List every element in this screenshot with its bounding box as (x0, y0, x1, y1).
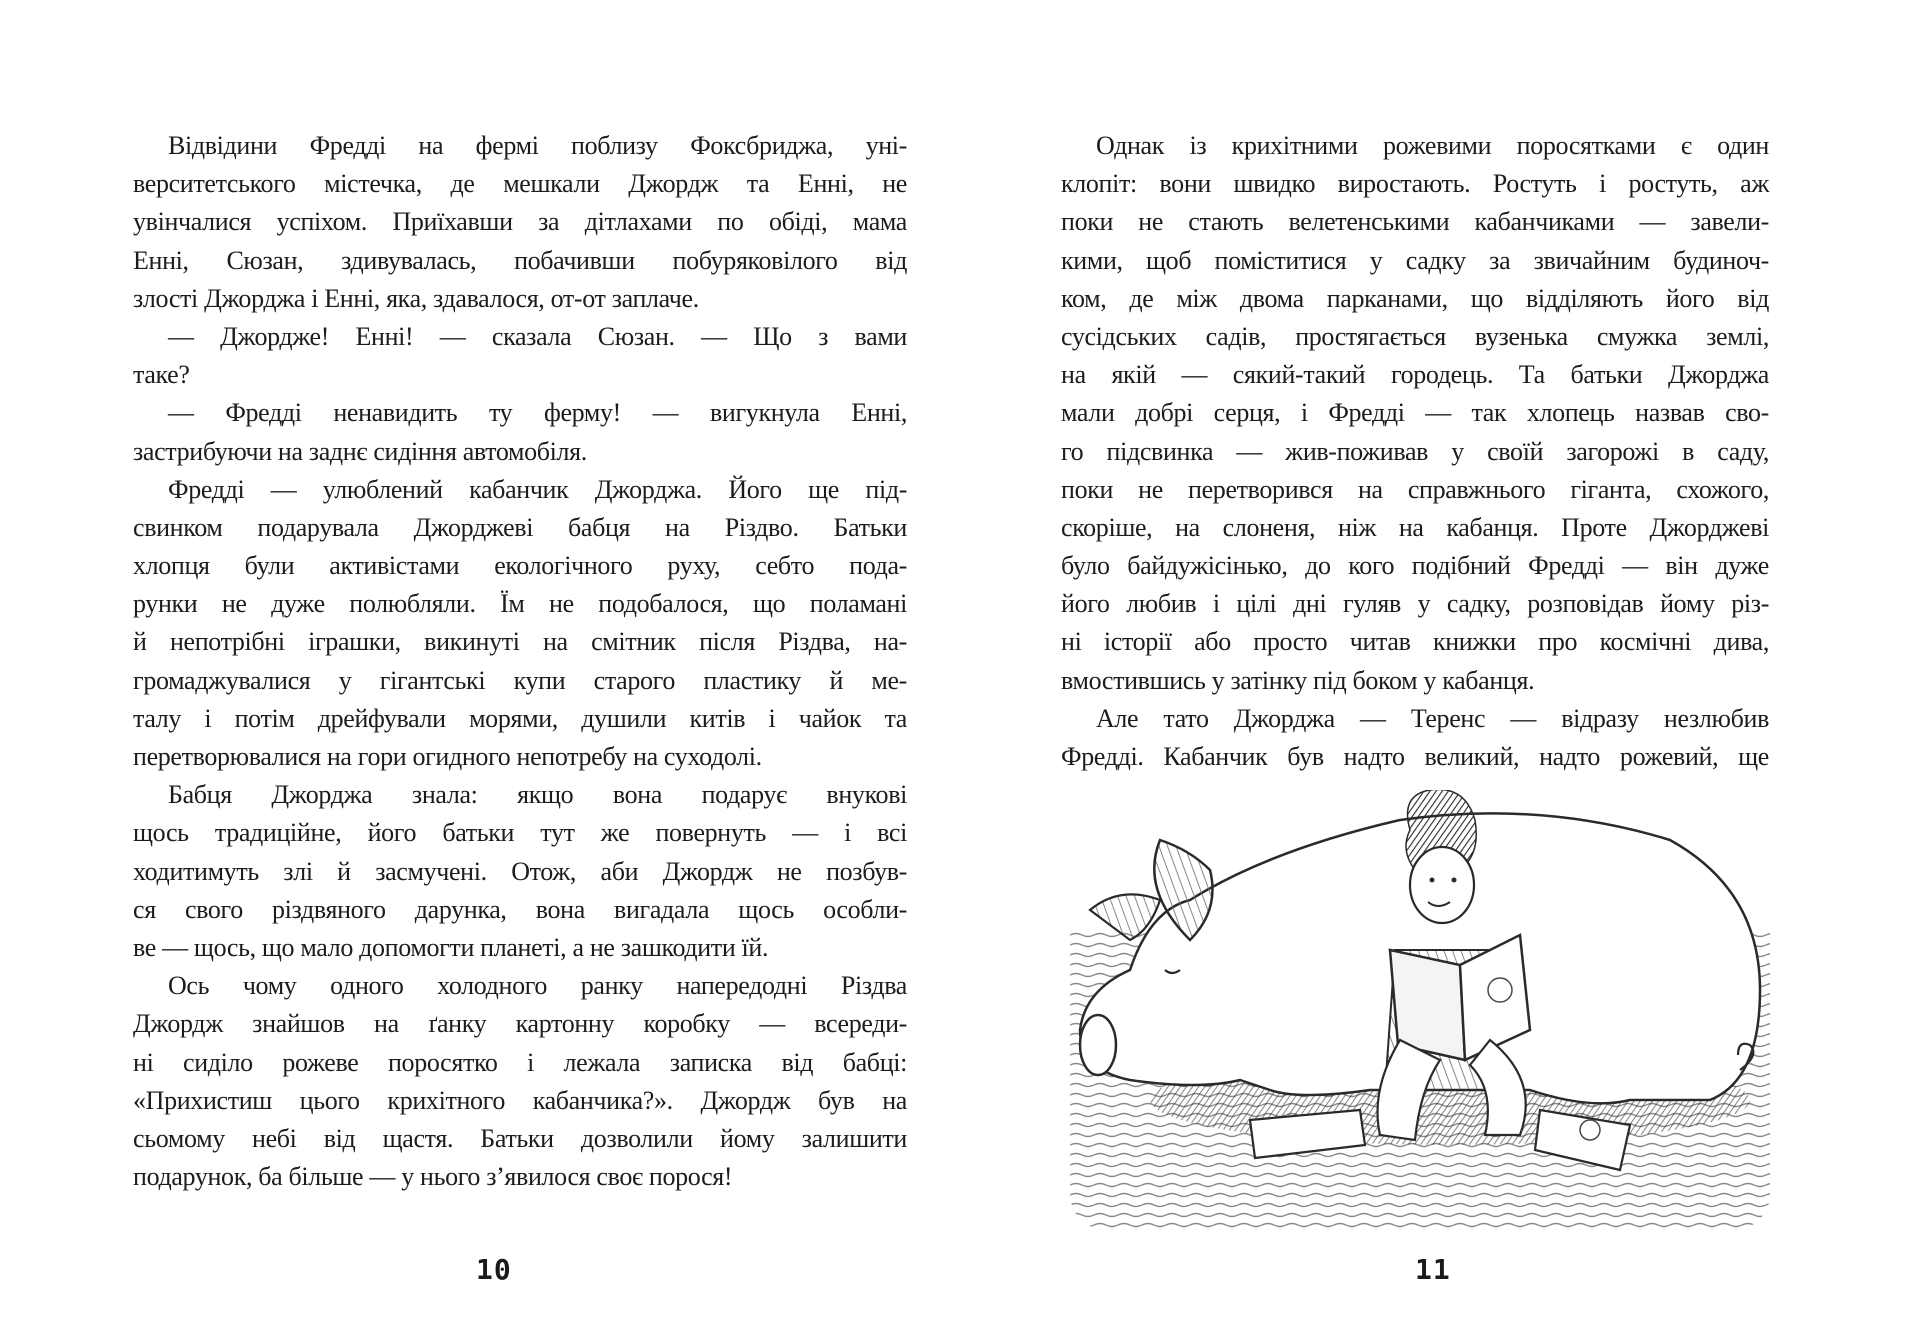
text-line: «Прихистиш цього крихітного кабанчика?». Джордж був на (133, 1085, 907, 1115)
text-line: Джордж знайшов на ґанку картонну коробку — всереди- (133, 1009, 907, 1039)
text-line: таке? (133, 360, 190, 390)
text-line: поки не перетворився на справжнього гіганта, схожого, (1061, 474, 1769, 504)
text-line: Ось чому одного холодного ранку напередодні Різдва (168, 971, 907, 1001)
text-line: Відвідини Фредді на фермі поблизу Фоксбриджа, уні- (168, 131, 907, 160)
pig-and-boy-sketch-icon (1070, 790, 1770, 1230)
text-line: рунки не дуже полюбляли. Їм не подобалося, що поламані (133, 589, 907, 619)
text-line: Енні, Сюзан, здивувалась, побачивши побуряковілого від (133, 245, 907, 275)
text-line: перетворювалися на гори огидного непотребу на суходолі. (133, 742, 762, 771)
text-line: й непотрібні іграшки, викинуті на смітник після Різдва, на- (133, 627, 907, 657)
text-line: на якій — сякий-такий городець. Та батьки Джорджа (1061, 360, 1769, 390)
text-line: його любив і цілі дні гуляв у садку, розповідав йому різ- (1061, 589, 1769, 619)
text-line: увінчалися успіхом. Приїхавши за дітлахами по обіді, мама (133, 207, 907, 237)
text-line: подарунок, ба більше — у нього з’явилося своє порося! (133, 1162, 733, 1192)
text-line: громаджувалися у гігантські купи старого пластику й ме- (133, 665, 907, 695)
text-line: щось традиційне, його батьки тут же повернуть — і всі (133, 818, 907, 848)
text-line: ні історії або просто читав книжки про космічні дива, (1061, 627, 1769, 657)
text-line: Фредді. Кабанчик був надто великий, надто рожевий, ще (1061, 742, 1769, 771)
text-line: вмостившись у затінку під боком у кабанця. (1061, 665, 1535, 695)
text-line: хлопця були активістами екологічного руху, себто пода- (133, 551, 907, 581)
left-page-text (133, 127, 907, 1196)
text-line: поки не стають велетенськими кабанчиками — завели- (1061, 207, 1769, 237)
text-line: ся свого різдвяного дарунка, вона вигадала щось особли- (133, 894, 907, 924)
text-line: ве — щось, що мало допомогти планеті, а не зашкодити їй. (133, 932, 769, 962)
text-line: ходитимуть злі й засмучені. Отож, аби Джордж не позбув- (133, 856, 907, 886)
text-line: ком, де між двома парканами, що відділяють його від (1061, 283, 1769, 313)
text-line: Фредді — улюблений кабанчик Джорджа. Його ще під- (168, 474, 907, 504)
text-line: сусідських садів, простягається вузенька смужка землі, (1061, 321, 1769, 351)
text-line: Однак із крихітними рожевими поросятками є один (1096, 131, 1769, 160)
text-line: застрибуючи на заднє сидіння автомобіля. (133, 436, 587, 466)
page-number-left: 10 (476, 1253, 512, 1286)
illustration-boy-and-pig (1070, 790, 1770, 1230)
text-line: го підсвинка — жив-поживав у своїй загорожі в саду, (1061, 436, 1769, 466)
text-line: Але тато Джорджа — Теренс — відразу незлюбив (1096, 703, 1769, 733)
page-number-right: 11 (1415, 1253, 1451, 1286)
right-page (960, 0, 1920, 1325)
text-line: клопіт: вони швидко виростають. Ростуть і ростуть, аж (1061, 169, 1769, 199)
text-line: сьомому небі від щастя. Батьки дозволили йому залишити (133, 1123, 907, 1153)
text-line: верситетського містечка, де мешкали Джордж та Енні, не (133, 169, 907, 199)
text-line: кими, щоб поміститися у садку за звичайним будиноч- (1061, 245, 1769, 275)
text-line: — Джордже! Енні! — сказала Сюзан. — Що з вами (168, 321, 907, 351)
right-page-text (1061, 127, 1769, 776)
text-line: свинком подарувала Джорджеві бабця на Різдво. Батьки (133, 512, 907, 542)
text-line: — Фредді ненавидить ту ферму! — вигукнула Енні, (168, 398, 907, 428)
text-line: талу і потім дрейфували морями, душили китів і чайок та (133, 703, 907, 733)
text-line: було байдужісінько, до кого подібний Фредді — він дуже (1061, 551, 1769, 581)
text-line: ні сиділо рожеве поросятко і лежала записка від бабці: (133, 1047, 907, 1077)
text-line: злості Джорджа і Енні, яка, здавалося, от-от заплаче. (133, 283, 699, 313)
text-line: Бабця Джорджа знала: якщо вона подарує внукові (168, 780, 907, 810)
text-line: мали добрі серця, і Фредді — так хлопець назвав сво- (1061, 398, 1769, 428)
text-line: скоріше, на слоненя, ніж на кабанця. Проте Джорджеві (1061, 512, 1769, 542)
